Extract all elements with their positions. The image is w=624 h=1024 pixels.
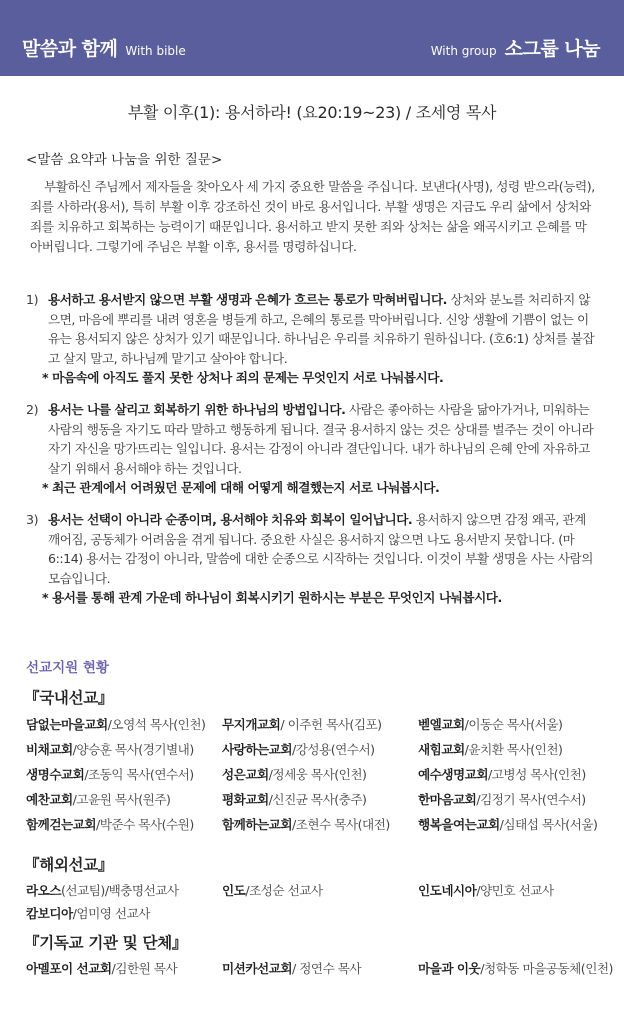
mission-contact: /양민호 선교사 <box>476 883 554 898</box>
domestic-mission-heading: 『국내선교』 <box>24 689 114 707</box>
question-2 <box>26 400 600 498</box>
mission-entry <box>418 764 586 783</box>
mission-name: 마을과 이웃 <box>418 961 481 976</box>
page-header <box>0 0 624 76</box>
mission-contact: /김정기 목사(연수서) <box>476 792 586 807</box>
mission-name: 함께하는교회 <box>222 817 292 832</box>
mission-entry <box>26 880 179 899</box>
mission-row <box>26 764 616 784</box>
mission-name: 생명수교회 <box>26 767 85 782</box>
mission-contact: /심태섭 목사(서울) <box>499 817 598 832</box>
mission-contact: /청학동 마을공동체(인천) <box>480 961 613 976</box>
discussion-prompt: * 용서를 통해 관계 가운데 하나님이 회복시키기 원하시는 부분은 무엇인지 나눠봅시다. <box>42 590 502 606</box>
overseas-mission-heading: 『해외선교』 <box>24 856 114 874</box>
mission-name: 한마음교회 <box>418 792 477 807</box>
question-number: 1) <box>26 292 39 307</box>
header-group-subtitle: With group <box>430 44 497 58</box>
mission-entry <box>222 789 366 808</box>
summary-paragraph: 부활하신 주님께서 제자들을 찾아오사 세 가지 중요한 말씀을 주십니다. 보낸다(사명), 성령 받으라(능력), 죄를 사하라(용서), 특히 부활 이후 강조하신 것이 바로 용서입니다. 부활 생명은 지금도 우리 삶에서 상처와 죄를 치유하고 회복하는 능력이기 때문입니다. 용서하고 받지 못한 죄와 상처는 삶을 왜곡시키고 은혜를 막아버립니다. 그렇기에 주님은 부활 이후, 용서를 명령하십니다. <box>30 179 595 254</box>
mission-entry <box>418 789 586 808</box>
mission-name: 라오스 <box>26 883 61 898</box>
mission-name: 미션카선교회 <box>222 961 292 976</box>
mission-name: 새힘교회 <box>418 742 465 757</box>
mission-contact: /조동익 목사(연수서) <box>84 767 194 782</box>
mission-contact: /윤치환 목사(인천) <box>464 742 563 757</box>
question-number: 2) <box>26 402 39 417</box>
mission-contact: /김한원 목사 <box>111 961 178 976</box>
mission-row <box>26 789 616 809</box>
mission-row <box>26 814 616 834</box>
mission-name: 벧엘교회 <box>418 717 465 732</box>
mission-contact: /고윤원 목사(원주) <box>72 792 171 807</box>
mission-entry <box>418 714 562 733</box>
question-text: 사람은 좋아하는 사람을 닮아가거나, 미워하는 사람의 행동을 자기도 따라 말하고 행동하게 됩니다. 결국 용서하지 않는 것은 상대를 벌주는 것이 아니라 자기 자신을 망가뜨리는 일입니다. 용서는 감정이 아니라 결단입니다. 내가 하나님의 은혜 안에 자유하고 살기 위해서 용서해야 하는 것입니다. <box>48 402 594 476</box>
header-section-subtitle: With bible <box>125 44 186 58</box>
mission-name: 평화교회 <box>222 792 269 807</box>
header-section-title: 말씀과 함께 <box>22 38 118 60</box>
mission-contact: /이동순 목사(서울) <box>464 717 563 732</box>
mission-name: 예수생명교회 <box>418 767 488 782</box>
mission-contact: /박준수 목사(수원) <box>96 817 194 832</box>
mission-row <box>26 958 616 978</box>
mission-contact: /조성순 선교사 <box>245 883 323 898</box>
discussion-prompt: * 최근 관계에서 어려웠던 문제에 대해 어떻게 해결했는지 서로 나눠봅시다. <box>42 480 440 496</box>
mission-name: 함께걷는교회 <box>26 817 96 832</box>
mission-name: 인도 <box>222 883 246 898</box>
header-right <box>431 34 600 61</box>
mission-contact: /엄미영 선교사 <box>72 906 150 921</box>
mission-status-title: 선교지원 현황 <box>26 660 109 676</box>
mission-contact: /양승훈 목사(경기별내) <box>72 742 194 757</box>
mission-entry <box>26 714 205 733</box>
mission-row <box>26 903 616 923</box>
question-key-sentence: 용서는 선택이 아니라 순종이며, 용서해야 치유와 회복이 일어납니다. <box>48 512 413 527</box>
question-text: 상처와 분노를 처리하지 않으면, 마음에 뿌리를 내려 영혼을 병들게 하고, 은혜의 통로를 막아버립니다. 신앙 생활에 기쁨이 없는 이유는 용서되지 않은 상처가 있기 때문입니다. 하나님은 우리를 치유하기 원하십니다. (호6:1) 상처를 붙잡고 살지 말고, 하나님께 맡기고 살아야 합니다. <box>48 292 595 366</box>
mission-row <box>26 714 616 734</box>
mission-entry <box>418 880 554 899</box>
mission-name: 성은교회 <box>222 767 269 782</box>
mission-name: 무지개교회 <box>222 717 281 732</box>
mission-entry <box>26 789 170 808</box>
mission-entry <box>26 903 150 922</box>
mission-contact: /정세웅 목사(인천) <box>268 767 367 782</box>
question-key-sentence: 용서하고 용서받지 않으면 부활 생명과 은혜가 흐르는 통로가 막혀버립니다. <box>48 292 447 307</box>
question-number: 3) <box>26 512 39 527</box>
mission-contact: /신진균 목사(충주) <box>268 792 367 807</box>
mission-entry <box>222 764 366 783</box>
mission-name: 사랑하는교회 <box>222 742 292 757</box>
mission-entry <box>418 958 613 977</box>
question-1 <box>26 290 600 388</box>
mission-entry <box>222 958 361 977</box>
question-key-sentence: 용서는 나를 살리고 회복하기 위한 하나님의 방법입니다. <box>48 402 346 417</box>
mission-entry <box>418 814 597 833</box>
mission-name: 예찬교회 <box>26 792 73 807</box>
mission-name: 아멜포이 선교회 <box>26 961 112 976</box>
summary-heading: <말씀 요약과 나눔을 위한 질문> <box>26 152 223 168</box>
mission-contact: /고병성 목사(인천) <box>488 767 586 782</box>
mission-name: 인도네시아 <box>418 883 477 898</box>
mission-entry <box>26 814 194 833</box>
mission-name: 비채교회 <box>26 742 73 757</box>
mission-contact: (선교팀)/백충명선교사 <box>61 883 179 898</box>
mission-entry <box>26 958 177 977</box>
mission-entry <box>26 764 194 783</box>
mission-entry <box>222 814 390 833</box>
mission-entry <box>222 714 382 733</box>
header-left <box>22 34 186 61</box>
sermon-title: 부활 이후(1): 용서하라! (요20:19~23) / 조세영 목사 <box>127 103 497 122</box>
mission-entry <box>418 739 562 758</box>
discussion-prompt: * 마음속에 아직도 풀지 못한 상처나 죄의 문제는 무엇인지 서로 나눠봅시다. <box>42 370 444 386</box>
mission-name: 캄보디아 <box>26 906 73 921</box>
mission-contact: /조현수 목사(대전) <box>292 817 390 832</box>
mission-row <box>26 739 616 759</box>
mission-contact: /오영석 목사(인천) <box>107 717 206 732</box>
question-3 <box>26 510 600 608</box>
mission-contact: /강성용(연수서) <box>292 742 375 757</box>
question-text: 용서하지 않으면 감정 왜곡, 관계 깨어짐, 공동체가 어려움을 겪게 됩니다. 중요한 사실은 용서하지 않으면 나도 용서받지 못합니다. (마6::14) 용서는 감정이 아니라, 말씀에 대한 순종으로 시작하는 것입니다. 이것이 부활 생명을 사는 사람의 모습입니다. <box>48 512 593 586</box>
header-group-title: 소그룹 나눔 <box>504 38 600 60</box>
mission-row <box>26 880 616 900</box>
mission-name: 담없는마을교회 <box>26 717 108 732</box>
mission-entry <box>222 880 323 899</box>
mission-name: 행복을여는교회 <box>418 817 500 832</box>
mission-entry <box>222 739 375 758</box>
mission-entry <box>26 739 194 758</box>
mission-contact: / 정연수 목사 <box>292 961 362 976</box>
mission-contact: / 이주헌 목사(김포) <box>280 717 382 732</box>
organization-heading: 『기독교 기관 및 단체』 <box>24 934 188 952</box>
